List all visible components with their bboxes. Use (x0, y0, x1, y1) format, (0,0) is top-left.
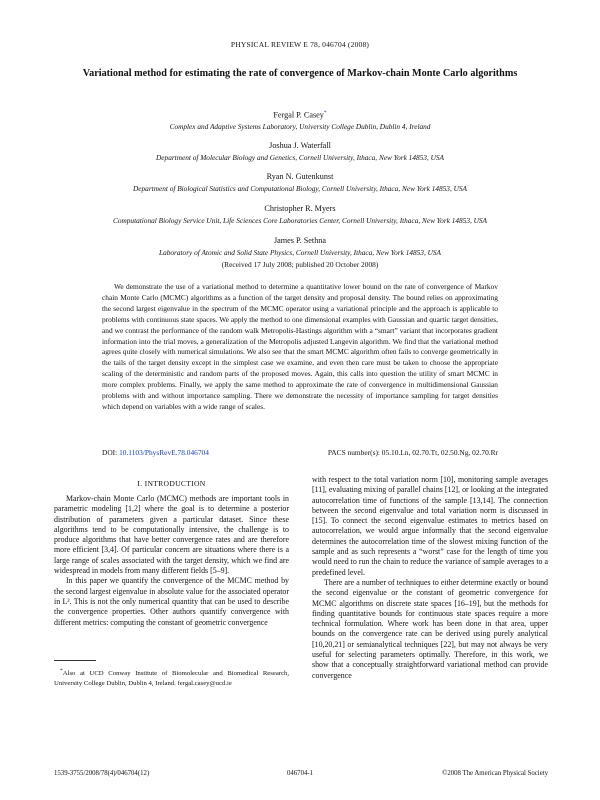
author-name: Ryan N. Gutenkunst (266, 172, 334, 181)
footnote-text: Also at UCD Conway Institute of Biomolecular and Biomedical Research, University College Dublin, Dublin 4, Ireland. fergal.casey@ucd.ie (54, 670, 289, 687)
author-name: Christopher R. Myers (264, 204, 336, 213)
running-head: PHYSICAL REVIEW E 78, 046704 (2008) (230, 40, 370, 49)
column-left (54, 494, 289, 628)
doi-link[interactable]: 10.1103/PhysRevE.78.046704 (119, 448, 209, 457)
author-affiliation: Department of Biological Statistics and Computational Biology, Cornell University, Ithaca, New York 14853, USA (133, 184, 467, 193)
doi-label: DOI: (102, 448, 118, 457)
author-affiliation: Department of Molecular Biology and Genetics, Cornell University, Ithaca, New York 14853, USA (156, 153, 444, 162)
paper-title: Variational method for estimating the rate of convergence of Markov-chain Monte Carlo algorithms (82, 68, 518, 79)
author-affiliation: Computational Biology Service Unit, Life Sciences Core Laboratories Center, Cornell University, Ithaca, New York 14853, USA (113, 216, 487, 225)
paragraph: There are a number of techniques to either determine exactly or bound the second eigenvalue or the constant of geometric convergence for MCMC algorithms on discrete state spaces [16–19], but the methods for finding quantitative bounds for continuous state spaces require a more technical formulation. Where work has been done in that area, upper bounds on the convergence rate can be derived using purely analytical [10,20,21] or semianalytical techniques [22], but may not always be very useful for selecting parameters optimally. Therefore, in this work, we show that a conceptually straightforward variational method can provide convergence (312, 577, 548, 680)
issn-code: 1539-3755/2008/78(4)/046704(12) (54, 770, 150, 777)
page-number: 046704-1 (286, 770, 314, 777)
publication-dates: (Received 17 July 2008; published 20 October 2008) (221, 260, 379, 269)
paragraph: Markov-chain Monte Carlo (MCMC) methods are important tools in parametric modeling [1,2] where the goal is to determine a posterior distribution of parameters given a particular dataset. Since these algorithms tend to be computationally intensive, the challenge is to produce algorithms that have better convergence rates and are therefore more efficient [3,4]. Of particular concern are situations where there is a large range of scales associated with the target density, which we find are widespread in models from many different fields [5–9]. (54, 494, 289, 576)
footnote-divider (54, 660, 96, 661)
pacs-numbers: PACS number(s): 05.10.Ln, 02.70.Tt, 02.50.Ng, 02.70.Rr (327, 448, 498, 457)
author-name-text: Fergal P. Casey (273, 110, 324, 120)
author-name: James P. Sethna (273, 236, 327, 245)
paragraph: with respect to the total variation norm [10], monitoring sample averages [11], evaluating mixing of parallel chains [12], or looking at the integrated autocorrelation time of functions of the sample [13,14]. The connection between the second eigenvalue and total variation norm is discussed in [15]. To connect the second eigenvalue estimates to metrics based on autocorrelation, we would argue informally that the second eigenvalue determines the autocorrelation time of the slowest mixing function of the sample and as such represents a “worst” case for the length of time you would need to run the chain to reduce the variance of sample averages to a predefined level. (312, 475, 548, 577)
author-name (0, 110, 600, 120)
footnote (54, 667, 289, 688)
copyright: ©2008 The American Physical Society (442, 770, 548, 777)
footnote-mark: * (60, 668, 63, 674)
paragraph: In this paper we quantify the convergence of the MCMC method by the second largest eigenvalue in absolute value for the associated operator in L². This is not the only numerical quantity that can be used to describe the convergence properties. Other authors quantify convergence with different metrics: computing the constant of geometric convergence (54, 576, 289, 627)
section-heading: I. INTRODUCTION (137, 479, 206, 488)
author-affiliation: Laboratory of Atomic and Solid State Physics, Cornell University, Ithaca, New York 14853, USA (159, 248, 441, 257)
doi-line (102, 448, 498, 457)
author-affiliation: Complex and Adaptive Systems Laboratory, University College Dublin, Dublin 4, Ireland (169, 122, 431, 131)
footnote-mark-link[interactable]: * (323, 110, 327, 116)
abstract: We demonstrate the use of a variational method to determine a quantitative lower bound on the rate of convergence of Markov chain Monte Carlo (MCMC) algorithms as a function of the target density and proposal density. The bound relies on approximating the second largest eigenvalue in the spectrum of the MCMC operator using a variational principle and the approach is applicable to problems with continuous state spaces. We apply the method to one dimensional examples with Gaussian and quartic target densities, and we contrast the performance of the random walk Metropolis-Hastings algorithm with a “smart” variant that incorporates gradient information into the trial moves, a generalization of the Metropolis adjusted Langevin algorithm. We find that the variational method agrees quite closely with numerical simulations. We also see that the smart MCMC algorithm often fails to converge geometrically in the tails of the target density except in the simplest case we examine, and even then care must be taken to choose the appropriate scaling of the deterministic and random parts of the proposed moves. Again, this calls into question the utility of smart MCMC in more complex problems. Finally, we apply the same method to approximate the rate of convergence in multidimensional Gaussian problems with and without importance sampling. There we demonstrate the necessity of importance sampling for target densities which depend on variables with a wide range of scales. (102, 282, 498, 411)
column-right (312, 475, 548, 681)
author-name: Joshua J. Waterfall (269, 141, 331, 150)
